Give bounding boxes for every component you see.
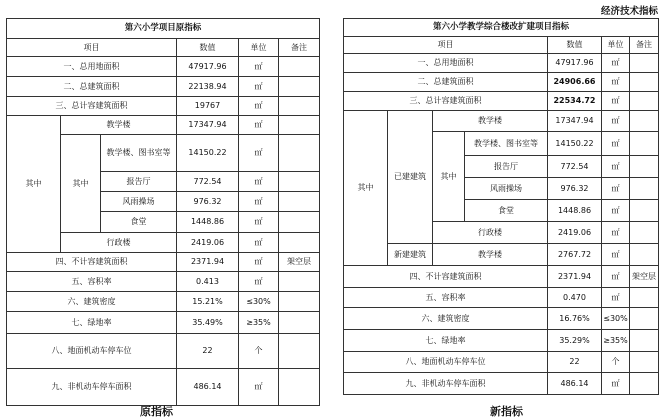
row-label: 教学楼 [433,244,548,266]
table-row [7,292,320,312]
row-value: 22 [548,352,602,373]
row-unit: ㎡ [239,57,279,77]
row-unit: ㎡ [602,156,630,178]
row-value: 772.54 [548,156,602,178]
group-label-new: 新建建筑 [388,244,433,266]
row-unit: ≤30% [239,292,279,312]
row-value: 14150.22 [548,132,602,156]
corner-label: 经济技术指标 [600,6,658,17]
row-value: 47917.96 [548,54,602,73]
row-value: 1448.86 [177,212,239,233]
row-label: 三、总计容建筑面积 [344,92,548,111]
row-value: 24906.66 [548,73,602,92]
row-value: 35.29% [548,330,602,352]
row-label: 九、非机动车停车面积 [344,373,548,395]
row-unit: ㎡ [602,222,630,244]
table-row [7,253,320,272]
row-label: 九、非机动车停车面积 [7,369,177,406]
row-unit: ≥35% [602,330,630,352]
row-label: 二、总建筑面积 [344,73,548,92]
table-row [344,92,659,111]
table-row [344,308,659,330]
row-unit: ㎡ [602,111,630,132]
header-item: 项目 [344,37,548,54]
table-row [7,116,320,135]
row-value: 22 [177,334,239,369]
row-unit: ㎡ [602,288,630,308]
row-value: 486.14 [548,373,602,395]
row-label: 教学楼、图书室等 [101,135,177,172]
row-unit: ㎡ [602,54,630,73]
table-row [7,77,320,97]
row-note: 架空层 [630,266,659,288]
row-label: 三、总计容建筑面积 [7,97,177,116]
row-label: 七、绿地率 [7,312,177,334]
row-unit: ㎡ [239,97,279,116]
table-row [7,272,320,292]
row-value: 35.49% [177,312,239,334]
row-unit: ≤30% [602,308,630,330]
table-row [344,266,659,288]
table-title: 第六小学项目原指标 [7,19,320,39]
row-unit: ㎡ [239,192,279,212]
row-unit: ㎡ [602,178,630,200]
row-unit: ㎡ [602,132,630,156]
row-value: 15.21% [177,292,239,312]
row-label: 行政楼 [61,233,177,253]
row-unit: ㎡ [602,73,630,92]
group-label-inner: 其中 [433,132,465,222]
row-unit: 个 [239,334,279,369]
caption-original: 原指标 [140,405,173,418]
table-row [344,54,659,73]
row-value: 22534.72 [548,92,602,111]
table-row [7,97,320,116]
row-label: 六、建筑密度 [344,308,548,330]
row-unit: ㎡ [239,116,279,135]
row-value: 2419.06 [177,233,239,253]
row-label: 风雨操场 [465,178,548,200]
row-unit: ㎡ [239,369,279,406]
row-label: 八、地面机动车停车位 [7,334,177,369]
header-item: 项目 [7,39,177,57]
row-label: 食堂 [465,200,548,222]
row-unit: ㎡ [602,266,630,288]
row-label: 八、地面机动车停车位 [344,352,548,373]
row-unit: ㎡ [239,172,279,192]
row-value: 976.32 [548,178,602,200]
row-note: 架空层 [279,253,320,272]
row-label: 教学楼、图书室等 [465,132,548,156]
row-value: 772.54 [177,172,239,192]
header-note: 备注 [630,37,659,54]
row-unit: ㎡ [239,233,279,253]
row-label: 教学楼 [61,116,177,135]
row-value: 17347.94 [548,111,602,132]
row-value: 16.76% [548,308,602,330]
table-row [7,369,320,406]
row-value: 47917.96 [177,57,239,77]
table-title: 第六小学教学综合楼改扩建项目指标 [344,19,659,37]
row-value: 486.14 [177,369,239,406]
new-indicators-table [343,18,659,395]
header-unit: 单位 [602,37,630,54]
table-row [344,330,659,352]
header-note: 备注 [279,39,320,57]
group-label-outer: 其中 [344,111,388,266]
header-value: 数值 [548,37,602,54]
row-value: 17347.94 [177,116,239,135]
row-label: 七、绿地率 [344,330,548,352]
table-row [344,373,659,395]
row-value: 2371.94 [548,266,602,288]
row-label: 行政楼 [433,222,548,244]
row-unit: ≥35% [239,312,279,334]
row-unit: ㎡ [239,77,279,97]
row-value: 22138.94 [177,77,239,97]
group-label-inner: 其中 [61,135,101,233]
table-row [7,57,320,77]
table-row [344,352,659,373]
row-label: 四、不计容建筑面积 [7,253,177,272]
row-label: 二、总建筑面积 [7,77,177,97]
row-value: 1448.86 [548,200,602,222]
row-value: 2371.94 [177,253,239,272]
row-label: 报告厅 [465,156,548,178]
table-row [344,111,659,132]
row-unit: ㎡ [239,253,279,272]
row-value: 2767.72 [548,244,602,266]
group-label-outer: 其中 [7,116,61,253]
table-row [7,312,320,334]
row-value: 0.470 [548,288,602,308]
row-unit: ㎡ [239,135,279,172]
row-unit: ㎡ [602,200,630,222]
row-value: 2419.06 [548,222,602,244]
row-label: 教学楼 [433,111,548,132]
row-label: 报告厅 [101,172,177,192]
original-indicators-table [6,18,320,406]
table-row [7,334,320,369]
row-unit: 个 [602,352,630,373]
row-value: 19767 [177,97,239,116]
header-value: 数值 [177,39,239,57]
row-unit: ㎡ [602,92,630,111]
row-label: 一、总用地面积 [344,54,548,73]
group-label-built: 已建建筑 [388,111,433,244]
row-label: 四、不计容建筑面积 [344,266,548,288]
row-label: 五、容积率 [344,288,548,308]
table-row [344,288,659,308]
row-value: 0.413 [177,272,239,292]
row-unit: ㎡ [239,272,279,292]
table-row [344,73,659,92]
row-label: 一、总用地面积 [7,57,177,77]
row-label: 风雨操场 [101,192,177,212]
row-unit: ㎡ [602,373,630,395]
caption-new: 新指标 [490,405,523,418]
table-row [344,244,659,266]
row-label: 食堂 [101,212,177,233]
row-value: 14150.22 [177,135,239,172]
row-label: 五、容积率 [7,272,177,292]
row-unit: ㎡ [239,212,279,233]
row-value: 976.32 [177,192,239,212]
row-unit: ㎡ [602,244,630,266]
row-label: 六、建筑密度 [7,292,177,312]
header-unit: 单位 [239,39,279,57]
